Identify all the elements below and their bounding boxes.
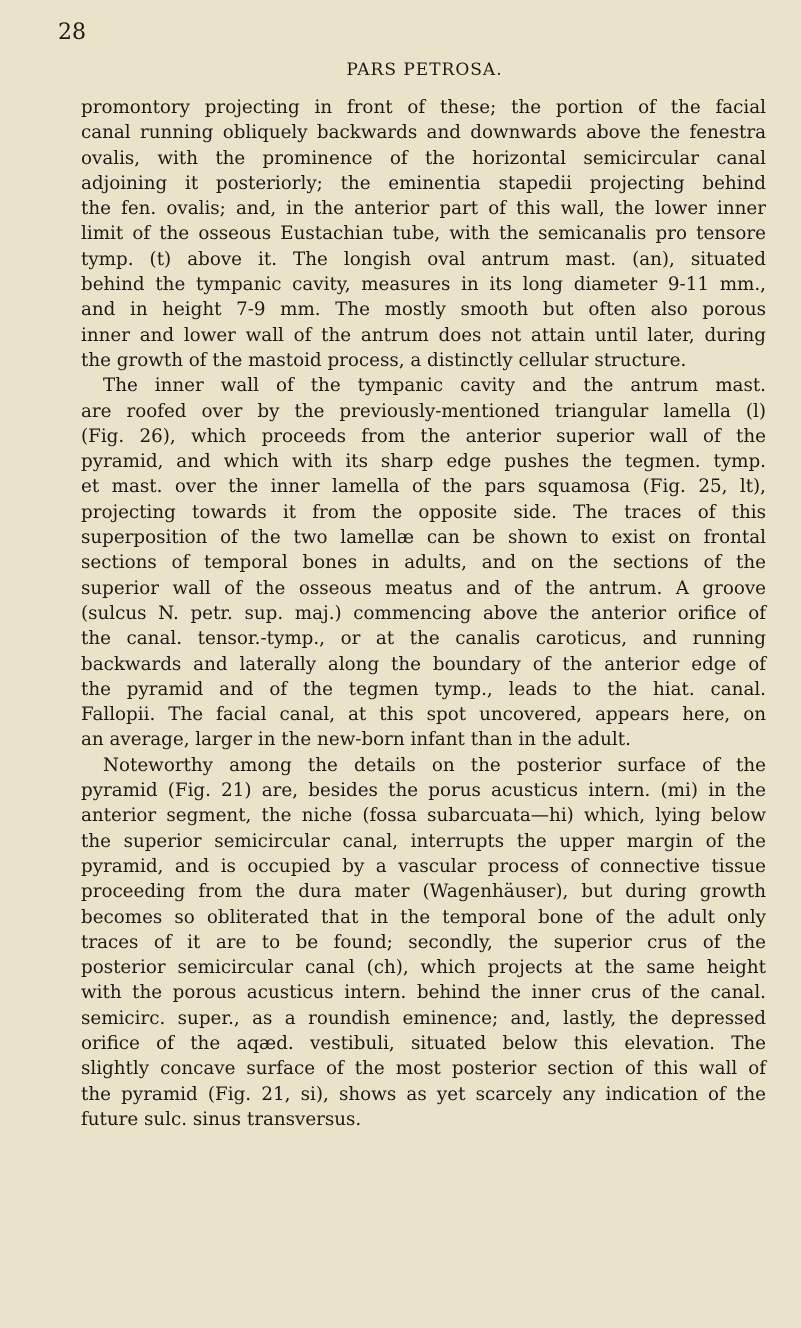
text-line: The inner wall of the tympanic cavity and the antrum mast. bbox=[103, 375, 766, 397]
text-line: promontory projecting in front of these; the portion of the facial bbox=[81, 97, 766, 118]
text-line: the canal. tensor.-tymp., or at the canalis caroticus, and running bbox=[81, 628, 766, 650]
running-title-text: PARS PETROSA. bbox=[346, 60, 503, 80]
text-line: tymp. (t) above it. The longish oval antrum mast. (an), situated bbox=[81, 248, 766, 270]
text-line: an average, larger in the new-born infant than in the adult. bbox=[81, 729, 631, 751]
text-line: the pyramid and of the tegmen tymp., leads to the hiat. canal. bbox=[81, 678, 766, 700]
text-line: superposition of the two lamellæ can be shown to exist on frontal bbox=[81, 527, 766, 549]
text-line: with the porous acusticus intern. behind the inner crus of the canal. bbox=[81, 982, 766, 1004]
text-line: pyramid, and is occupied by a vascular process of connective tissue bbox=[81, 855, 766, 877]
text-line: traces of it are to be found; secondly, the superior crus of the bbox=[81, 931, 766, 953]
text-line: behind the tympanic cavity, measures in its long diameter 9-11 mm., bbox=[81, 274, 766, 296]
text-line: orifice of the aqæd. vestibuli, situated below this elevation. The bbox=[81, 1032, 766, 1054]
text-line: pyramid (Fig. 21) are, besides the porus acusticus intern. (mi) in the bbox=[81, 780, 766, 802]
running-title bbox=[0, 60, 801, 80]
text-line: superior wall of the osseous meatus and of the antrum. A groove bbox=[81, 577, 766, 599]
text-line: slightly concave surface of the most posterior section of this wall of bbox=[81, 1058, 766, 1080]
text-line: canal running obliquely backwards and downwards above the fenestra bbox=[81, 122, 766, 144]
text-line: sections of temporal bones in adults, and on the sections of the bbox=[81, 552, 766, 574]
text-line: (sulcus N. petr. sup. maj.) commencing above the anterior orifice of bbox=[81, 602, 766, 624]
text-line: future sulc. sinus transversus. bbox=[81, 1108, 362, 1130]
text-line: Fallopii. The facial canal, at this spot uncovered, appears here, on bbox=[81, 704, 766, 726]
text-line: and in height 7-9 mm. The mostly smooth but often also porous bbox=[81, 299, 766, 321]
text-line: pyramid, and which with its sharp edge pushes the tegmen. tymp. bbox=[81, 451, 766, 473]
text-line: inner and lower wall of the antrum does not attain until later, during bbox=[81, 324, 766, 346]
text-line: the fen. ovalis; and, in the anterior part of this wall, the lower inner bbox=[81, 198, 766, 220]
text-line: backwards and laterally along the boundary of the anterior edge of bbox=[81, 653, 766, 675]
text-line: proceeding from the dura mater (Wagenhäuser), but during growth bbox=[81, 881, 766, 903]
text-line: are roofed over by the previously-mentioned triangular lamella (l) bbox=[81, 400, 766, 422]
text-line: anterior segment, the niche (fossa subarcuata—hi) which, lying below bbox=[81, 805, 766, 827]
text-line: semicirc. super., as a roundish eminence; and, lastly, the depressed bbox=[81, 1007, 766, 1029]
text-line: (Fig. 26), which proceeds from the anterior superior wall of the bbox=[81, 425, 766, 447]
page-number: 28 bbox=[58, 20, 86, 45]
body-text bbox=[81, 95, 766, 1132]
text-line: adjoining it posteriorly; the eminentia stapedii projecting behind bbox=[81, 172, 766, 194]
text-line: ovalis, with the prominence of the horizontal semicircular canal bbox=[81, 147, 766, 169]
text-line: the pyramid (Fig. 21, si), shows as yet scarcely any indication of the bbox=[81, 1083, 766, 1105]
text-line: the superior semicircular canal, interrupts the upper margin of the bbox=[81, 830, 766, 852]
text-line: the growth of the mastoid process, a distinctly cellular structure. bbox=[81, 349, 687, 371]
text-line: limit of the osseous Eustachian tube, with the semicanalis pro tensore bbox=[81, 223, 766, 245]
text-line: becomes so obliterated that in the temporal bone of the adult only bbox=[81, 906, 766, 928]
text-line: posterior semicircular canal (ch), which projects at the same height bbox=[81, 957, 766, 979]
text-line: et mast. over the inner lamella of the pars squamosa (Fig. 25, lt), bbox=[81, 476, 766, 498]
text-line: Noteworthy among the details on the posterior surface of the bbox=[103, 754, 766, 776]
text-line: projecting towards it from the opposite side. The traces of this bbox=[81, 501, 766, 523]
